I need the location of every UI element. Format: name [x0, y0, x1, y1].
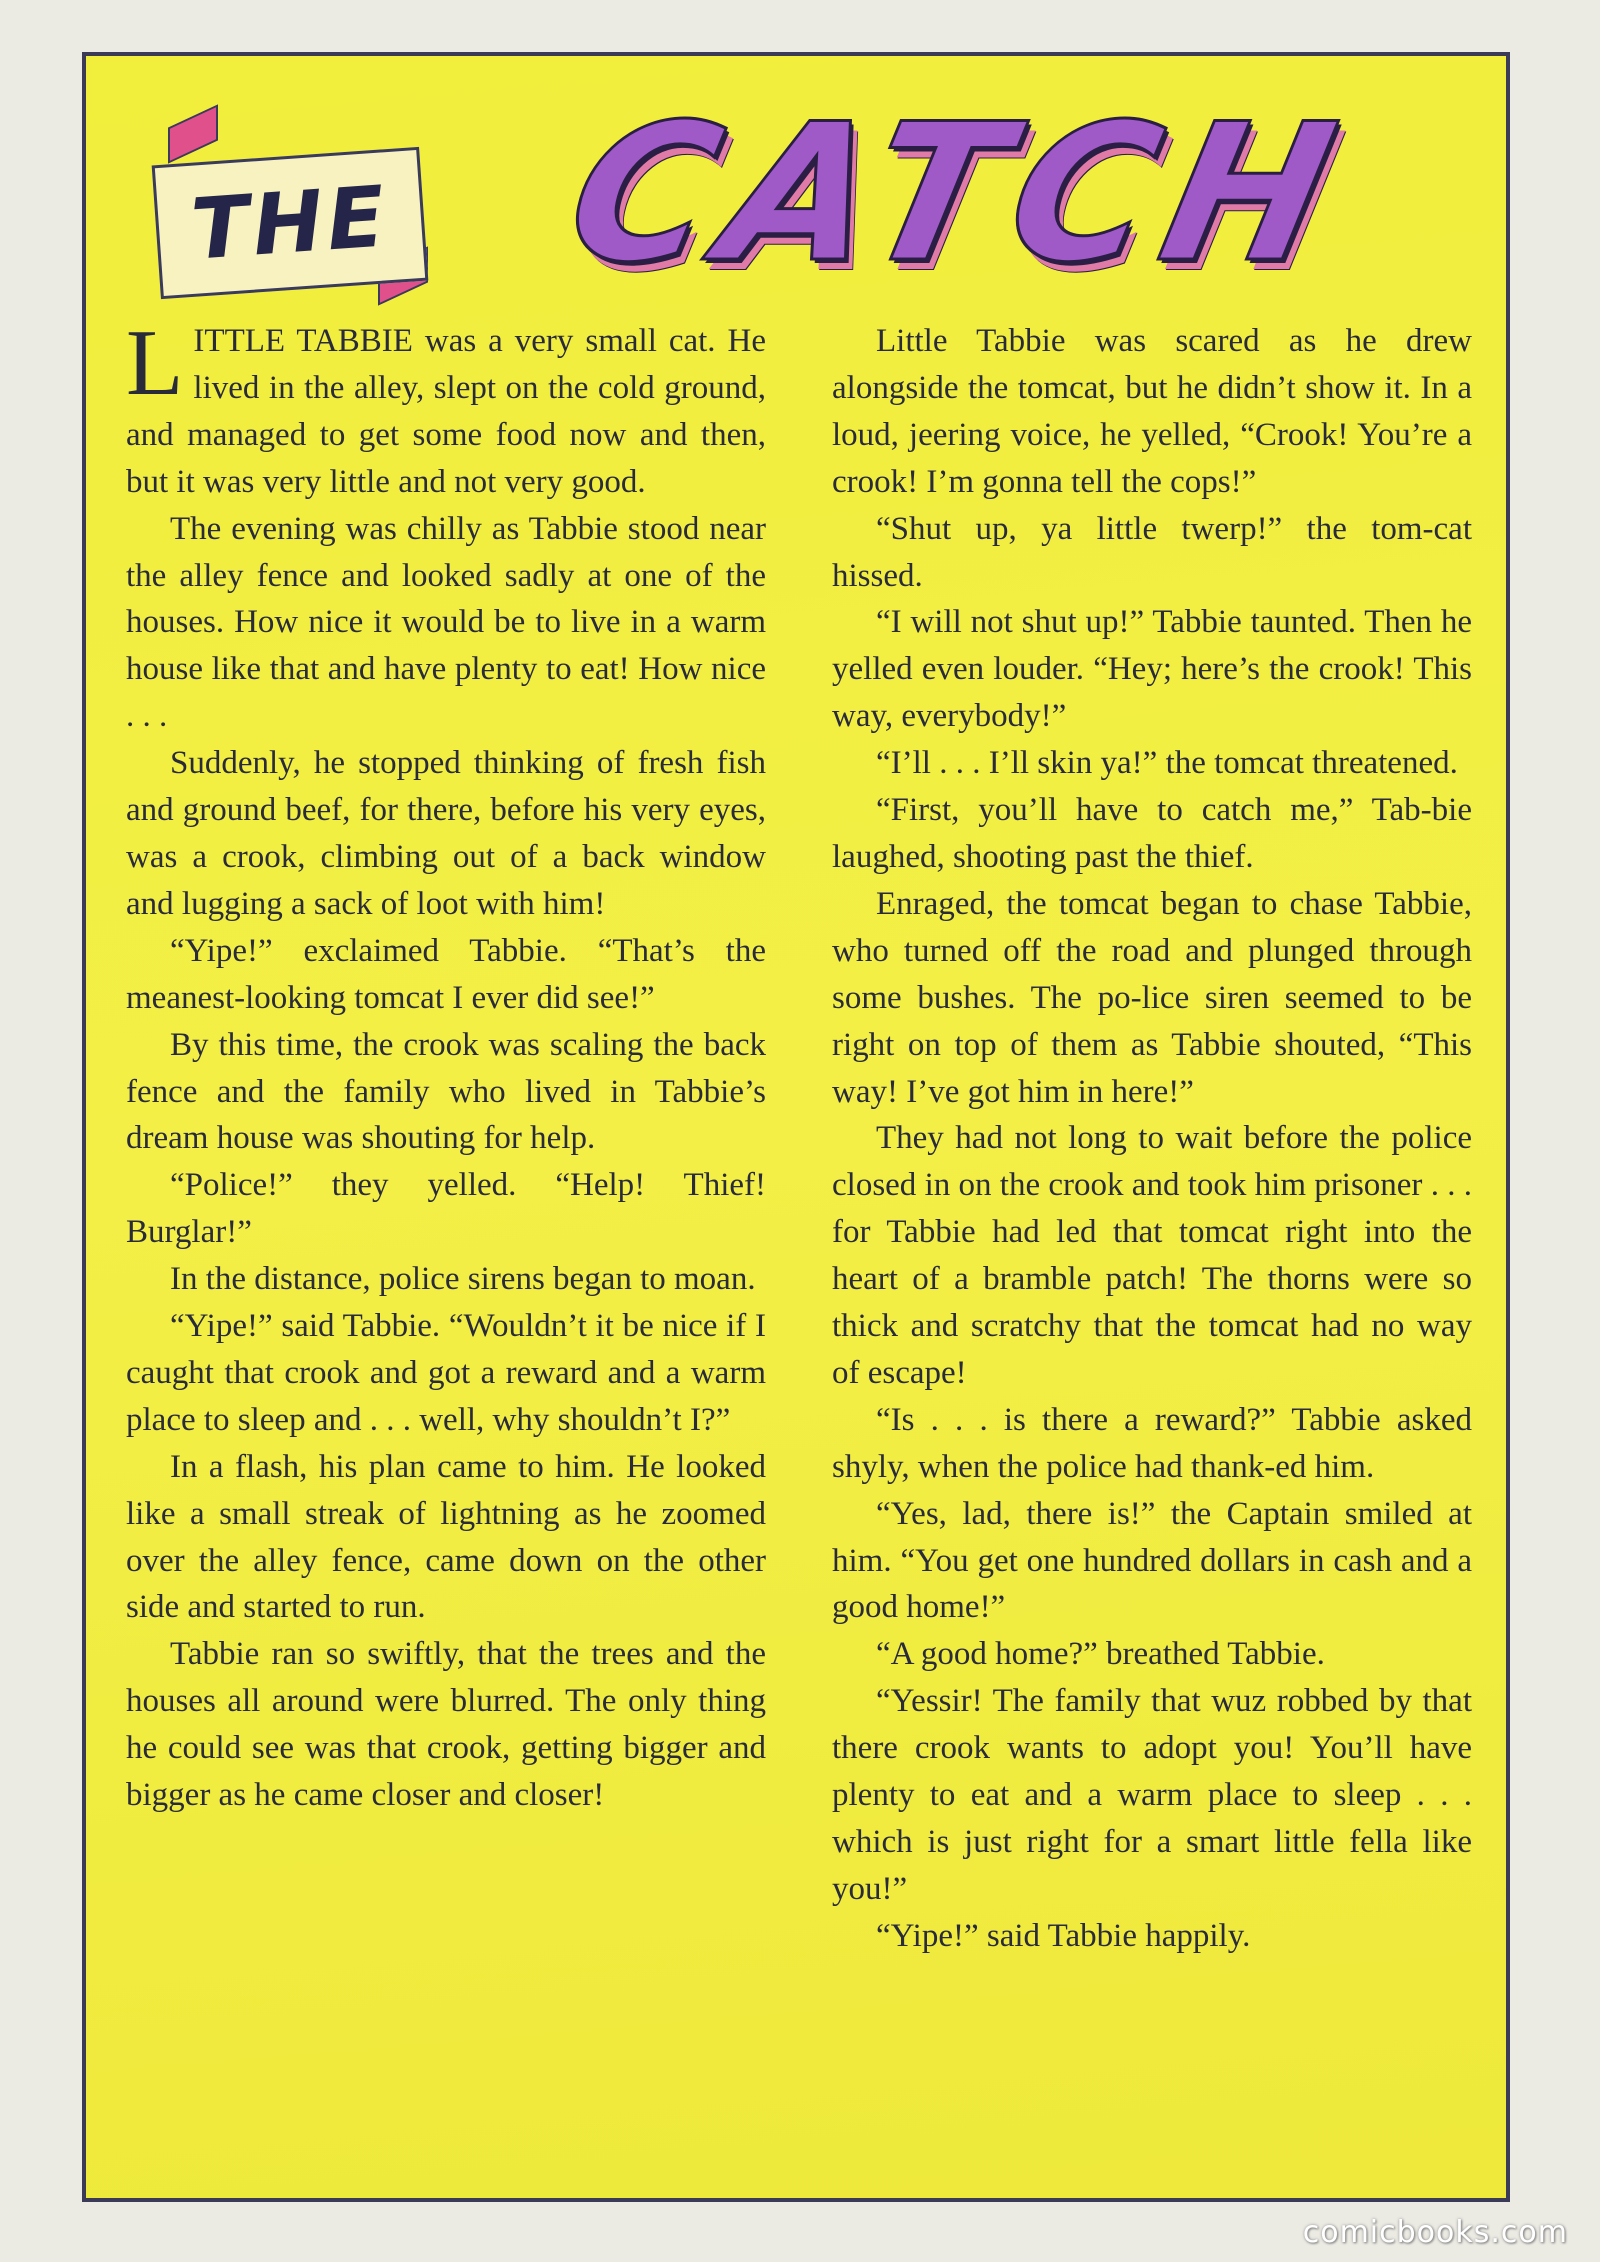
paragraph: “Shut up, ya little twerp!” the tom-cat hissed.: [832, 510, 1472, 594]
paragraph: Enraged, the tomcat began to chase Tabbie, who turned off the road and plunged through some bushes. The po-lice siren seemed to be right on top of them as Tabbie shouted, “This way! I’ve got him in here!”: [832, 885, 1472, 1110]
paragraph: The evening was chilly as Tabbie stood near the alley fence and looked sadly at one of the houses. How nice it would be to live in a warm house like that and have plenty to eat! How nice . . .: [126, 510, 766, 735]
title-banner-text: THE: [188, 167, 392, 279]
paragraph: “Yipe!” said Tabbie happily.: [876, 1917, 1251, 1954]
paragraph: They had not long to wait before the police closed in on the crook and took him prisoner . . . for Tabbie had led that tomcat right into the heart of a bramble patch! The thorns were so thick and scratchy that the tomcat had no way of escape!: [832, 1120, 1472, 1391]
paragraph: “I’ll . . . I’ll skin ya!” the tomcat threatened.: [876, 745, 1458, 782]
paragraph: “I will not shut up!” Tabbie taunted. Then he yelled even louder. “Hey; here’s the crook! This way, everybody!”: [832, 604, 1472, 735]
story-page: [82, 52, 1510, 2202]
paragraph: “A good home?” breathed Tabbie.: [876, 1636, 1325, 1673]
drop-cap: L: [126, 311, 184, 415]
paragraph: “Yipe!” exclaimed Tabbie. “That’s the meanest-looking tomcat I ever did see!”: [126, 932, 766, 1016]
story-title: CATCH: [551, 82, 1365, 304]
banner-ribbon-left: [168, 104, 218, 163]
story-body: [126, 311, 1472, 1960]
paragraph: By this time, the crook was scaling the back fence and the family who lived in Tabbie’s dream house was shouting for help.: [126, 1026, 766, 1157]
paragraph: [126, 311, 766, 506]
left-column: [126, 311, 766, 1960]
paragraph: In a flash, his plan came to him. He looked like a small streak of lightning as he zoomed over the alley fence, came down on the other side and started to run.: [126, 1448, 766, 1626]
paragraph: “Is . . . is there a reward?” Tabbie asked shyly, when the police had thank-ed him.: [832, 1401, 1472, 1485]
title-header: [86, 56, 1506, 306]
title-banner: [152, 147, 429, 299]
paragraph: “Police!” they yelled. “Help! Thief! Burglar!”: [126, 1167, 766, 1251]
paragraph: Little Tabbie was scared as he drew alongside the tomcat, but he didn’t show it. In a loud, jeering voice, he yelled, “Crook! You’re a crook! I’m gonna tell the cops!”: [832, 323, 1472, 500]
paragraph: “Yes, lad, there is!” the Captain smiled at him. “You get one hundred dollars in cash and a good home!”: [832, 1495, 1472, 1626]
paragraph: Suddenly, he stopped thinking of fresh fish and ground beef, for there, before his very eyes, was a crook, climbing out of a back window and lugging a sack of loot with him!: [126, 745, 766, 922]
paragraph: “First, you’ll have to catch me,” Tab-bie laughed, shooting past the thief.: [832, 792, 1472, 875]
paragraph: Tabbie ran so swiftly, that the trees and the houses all around were blurred. The only thing he could see was that crook, getting bigger and bigger as he came closer and closer!: [126, 1636, 766, 1814]
paragraph: In the distance, police sirens began to moan.: [170, 1261, 756, 1298]
right-column: [832, 318, 1472, 1960]
paragraph-text: ITTLE TABBIE was a very small cat. He lived in the alley, slept on the cold ground, and managed to get some food now and then, but it was very little and not very good.: [126, 323, 766, 500]
paragraph: “Yessir! The family that wuz robbed by that there crook wants to adopt you! You’ll have plenty to eat and a warm place to sleep . . . which is just right for a smart little fella like you!”: [832, 1683, 1472, 1907]
paragraph: “Yipe!” said Tabbie. “Wouldn’t it be nice if I caught that crook and got a reward and a warm place to sleep and . . . well, why shouldn’t I?”: [126, 1308, 766, 1438]
site-watermark: comicbooks.com: [1302, 2215, 1568, 2250]
